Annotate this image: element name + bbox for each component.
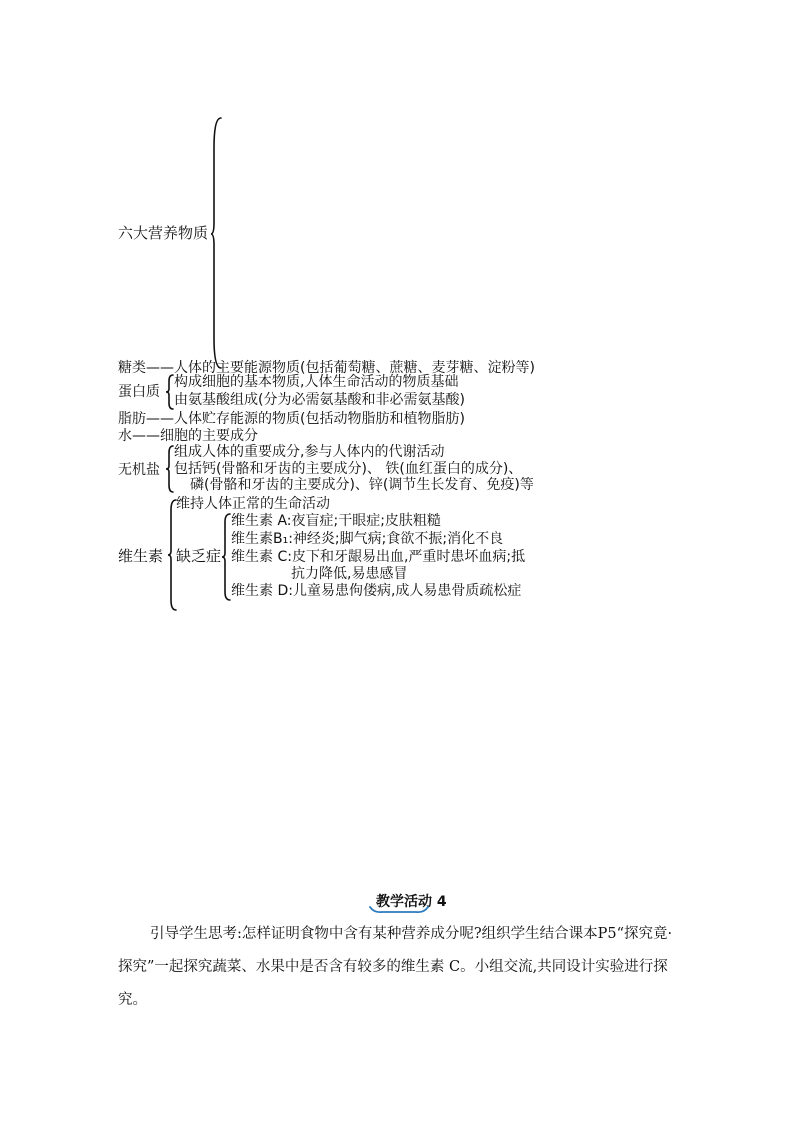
deficiency-brace xyxy=(222,514,231,600)
water-dash: —— xyxy=(132,428,160,444)
water-label: 水 xyxy=(118,428,132,444)
protein-brace xyxy=(166,375,174,409)
heading-underline-decoration xyxy=(370,906,428,914)
fat-dash: —— xyxy=(146,411,174,427)
sugar-text: 人体的主要能源物质(包括葡萄糖、蔗糖、麦芽糖、淀粉等) xyxy=(174,360,535,376)
minerals-item-1: 组成人体的重要成分,参与人体内的代谢活动 xyxy=(174,444,445,460)
fat-text: 人体贮存能源的物质(包括动物脂肪和植物脂肪) xyxy=(174,411,465,427)
vitamin-a-name: 维生素 A xyxy=(231,513,287,529)
vitamin-b1-sub: B₁ xyxy=(273,531,289,547)
vitamin-d-name: 维生素 D xyxy=(231,583,289,599)
root-brace xyxy=(212,118,226,368)
fat-label: 脂肪 xyxy=(118,411,146,427)
sugar-label: 糖类 xyxy=(118,360,146,376)
protein-item-2: 由氨基酸组成(分为必需氨基酸和非必需氨基酸) xyxy=(174,392,465,408)
vitamin-a-text: :夜盲症;干眼症;皮肤粗糙 xyxy=(286,513,441,529)
sugar-dash: —— xyxy=(146,360,174,376)
deficiency-d xyxy=(231,583,521,599)
root-label: 六大营养物质 xyxy=(118,224,209,242)
fat-row xyxy=(118,411,465,427)
deficiency-label: 缺乏症 xyxy=(176,547,222,565)
vitamins-label: 维生素 xyxy=(118,547,164,565)
minerals-item-2: 包括钙(骨骼和牙齿的主要成分)、 铁(血红蛋白的成分)、 xyxy=(174,461,523,477)
protein-label: 蛋白质 xyxy=(118,384,160,400)
water-row xyxy=(118,428,258,444)
deficiency-b1 xyxy=(231,531,503,547)
vitamin-b1-name: 维生素 xyxy=(231,531,273,547)
deficiency-a xyxy=(231,513,441,529)
vitamin-b1-text: :神经炎;脚气病;食欲不振;消化不良 xyxy=(288,531,504,547)
activity-paragraph xyxy=(118,918,678,1017)
activity-paragraph-text: 引导学生思考:怎样证明食物中含有某种营养成分呢?组织学生结合课本P5“探究竟·探究”一起探究蔬菜、水果中是否含有较多的维生素 C。小组交流,共同设计实验进行探究。 xyxy=(118,926,673,1008)
activity-heading: 教学活动 4 xyxy=(376,894,447,910)
vitamin-d-text: :儿童易患佝偻病,成人易患骨质疏松症 xyxy=(288,583,522,599)
vitamin-c-name: 维生素 C xyxy=(231,549,288,565)
deficiency-c-continuation: 抗力降低,易患感冒 xyxy=(291,566,408,582)
protein-item-1: 构成细胞的基本物质,人体生命活动的物质基础 xyxy=(174,374,459,390)
minerals-item-3: 磷(骨骼和牙齿的主要成分)、锌(调节生长发育、免疫)等 xyxy=(190,477,534,493)
vitamin-c-text: :皮下和牙龈易出血,严重时患坏血病;抵 xyxy=(287,549,526,565)
water-text: 细胞的主要成分 xyxy=(160,428,258,444)
minerals-label: 无机盐 xyxy=(118,462,160,478)
vitamins-role: 维持人体正常的生命活动 xyxy=(176,496,330,512)
deficiency-c xyxy=(231,549,525,565)
minerals-brace xyxy=(166,446,174,492)
